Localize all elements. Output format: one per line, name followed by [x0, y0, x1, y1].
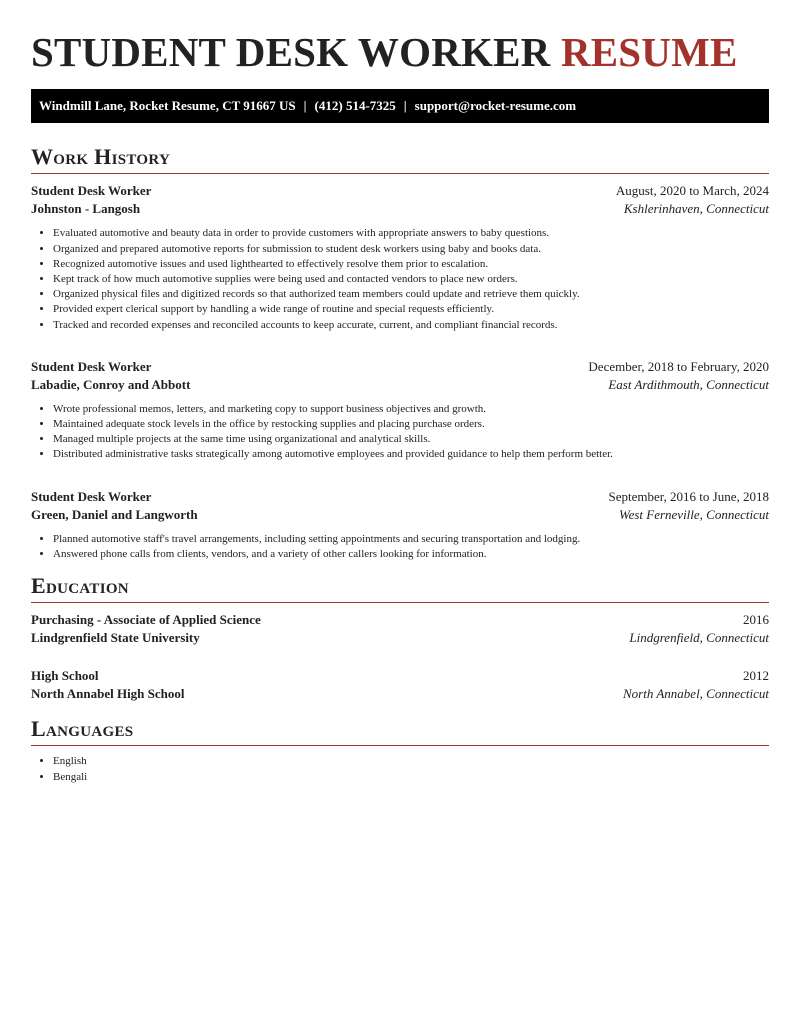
- contact-email[interactable]: support@rocket-resume.com: [414, 98, 577, 114]
- job-bullet: • Answered phone calls from clients, vendors, and a variety of other callers looking for information.: [53, 547, 769, 562]
- resume-title: [31, 28, 769, 77]
- job-bullet: • Evaluated automotive and beauty data in order to provide customers with appropriate answers to baby questions.: [53, 226, 769, 241]
- contact-phone[interactable]: (412) 514-7325: [314, 98, 396, 114]
- education-heading: Education: [31, 574, 769, 603]
- language-item: • Bengali: [53, 770, 769, 785]
- education-school-row: [31, 629, 769, 647]
- job-bullets: [31, 402, 769, 463]
- education-entry: [31, 611, 769, 647]
- education-location: Lindgrenfield, Connecticut: [629, 630, 769, 646]
- job-bullet: • Recognized automotive issues and used lighthearted to effectively resolve them prior to escalation.: [53, 257, 769, 272]
- job-location: East Ardithmouth, Connecticut: [608, 376, 769, 392]
- languages-heading: Languages: [31, 717, 769, 746]
- job-bullet: • Provided expert clerical support by handling a wide range of routine and special requests efficiently.: [53, 302, 769, 317]
- job-bullet: • Distributed administrative tasks strategically among automotive employees and provided guidance to help them perform better.: [53, 447, 769, 462]
- job-header-row: [31, 358, 769, 376]
- job-entry: [31, 358, 769, 463]
- education-entry: [31, 667, 769, 703]
- job-dates: September, 2016 to June, 2018: [608, 488, 769, 504]
- job-dates: December, 2018 to February, 2020: [588, 358, 769, 374]
- education-year: 2012: [743, 668, 769, 684]
- job-company: Green, Daniel and Langworth: [31, 506, 198, 522]
- job-bullet: • Wrote professional memos, letters, and marketing copy to support business objectives and growth.: [53, 402, 769, 417]
- job-bullets: [31, 226, 769, 332]
- job-dates: August, 2020 to March, 2024: [615, 183, 769, 199]
- job-location: West Ferneville, Connecticut: [618, 506, 769, 522]
- job-bullet: • Organized and prepared automotive reports for submission to student desk workers using baby and books data.: [53, 242, 769, 257]
- job-bullet: • Kept track of how much automotive supplies were being used and contacted vendors to place new orders.: [53, 272, 769, 287]
- job-company-row: [31, 200, 769, 218]
- title-main: STUDENT DESK WORKER: [31, 29, 551, 75]
- job-bullet: • Maintained adequate stock levels in the office by restocking supplies and placing purchase orders.: [53, 417, 769, 432]
- education-degree: Purchasing - Associate of Applied Science: [31, 612, 261, 628]
- job-header-row: [31, 182, 769, 200]
- contact-separator: |: [403, 98, 407, 114]
- contact-address: Windmill Lane, Rocket Resume, CT 91667 US: [39, 98, 296, 114]
- job-bullet: • Tracked and recorded expenses and reconciled accounts to keep accurate, current, and compliant financial records.: [53, 318, 769, 333]
- education-year: 2016: [743, 612, 769, 628]
- title-accent: RESUME: [560, 29, 738, 75]
- languages-list: [31, 754, 769, 784]
- work-history-heading: Work History: [31, 145, 769, 174]
- job-company-row: [31, 506, 769, 524]
- education-school-row: [31, 685, 769, 703]
- education-location: North Annabel, Connecticut: [623, 686, 769, 702]
- job-company: Labadie, Conroy and Abbott: [31, 376, 191, 392]
- job-company-row: [31, 376, 769, 394]
- education-header-row: [31, 667, 769, 685]
- language-item: • English: [53, 754, 769, 769]
- job-bullets: [31, 532, 769, 562]
- contact-separator: |: [303, 98, 307, 114]
- job-entry: [31, 182, 769, 332]
- education-header-row: [31, 611, 769, 629]
- job-title: Student Desk Worker: [31, 358, 152, 374]
- education-degree: High School: [31, 668, 99, 684]
- job-company: Johnston - Langosh: [31, 201, 141, 217]
- job-header-row: [31, 488, 769, 506]
- education-school: North Annabel High School: [31, 686, 185, 702]
- job-location: Kshlerinhaven, Connecticut: [623, 201, 769, 217]
- job-bullet: • Planned automotive staff's travel arrangements, including setting appointments and securing transportation and lodging.: [53, 532, 769, 547]
- contact-bar: [31, 89, 769, 123]
- education-school: Lindgrenfield State University: [31, 630, 200, 646]
- job-entry: [31, 488, 769, 562]
- job-bullet: • Managed multiple projects at the same time using organizational and analytical skills.: [53, 432, 769, 447]
- job-title: Student Desk Worker: [31, 488, 152, 504]
- job-bullet: • Organized physical files and digitized records so that authorized team members could update and retrieve them quickly.: [53, 287, 769, 302]
- job-title: Student Desk Worker: [31, 183, 152, 199]
